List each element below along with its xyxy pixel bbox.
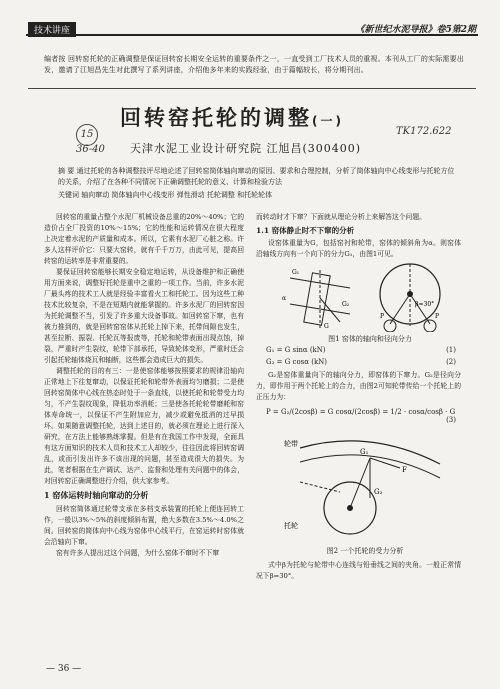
paragraph: 设窑体重量为G，包括窑衬和轮带，窑体的倾斜角为α。则窑体沿轴线方向有一个向下的分力G₁，由图1可见。 bbox=[256, 239, 461, 258]
paragraph: 回转窑简体通过轮带支承在多档支承装置的托轮上便连回转工作，一般以3%～5%的斜度倾斜布置，绝大多数在3.5%～4.0%之间。回转窑的简体向中心线为窑体中心线平行，在窑运转时窑体就会沿轴向下窜。 bbox=[44, 505, 244, 546]
divider bbox=[28, 88, 476, 89]
paragraph: 而转动时才下窜？下面就从理论分析上来解答这个问题。 bbox=[256, 213, 426, 221]
handwritten-circle bbox=[76, 124, 98, 146]
fig2-label: G₁ bbox=[360, 448, 369, 456]
left-column bbox=[44, 212, 244, 559]
paragraph: 调整托轮的目的有三：一是使窑体能够按照要求的规律沿轴向正常地上下往复窜动，以保证托轮和轮带外表面均匀磨损；二是使回转窑简体中心线在热态时处于一条直线，以使托轮和轮带受力均匀，不产生裂纹现象，降低功率消耗；三是使各托轮轮带磨耗和窑体寿命统一，以保证不产生附加应力，减少或避免抵消的过早损坏。如果随意调整托轮，达到上述目的，就必须在理论上进行深入研究，在方法上能够熟练掌握。但是有在我国工作中发现，全面具有这方面知识的技术人员和技术工人却较少，往往因此将回转窑调乱，或而引发出许多不该出现的问题，甚至造成很大的损失。为此，笔者根据在生产调试、达产、监督和处理有关问题中的体会，对回转窑正确调整进行介绍，供大家参考。 bbox=[44, 367, 244, 485]
fig1-label: P bbox=[435, 313, 440, 320]
formula-number: (2) bbox=[446, 358, 456, 366]
journal-info: 《新世纪水泥导报》卷5第2期 bbox=[355, 25, 476, 35]
keywords: 关键词 轴向窜动 简体轴向中心线变形 弹性滑动 托轮调整 和托轮轮体 bbox=[58, 191, 273, 199]
figure-2 bbox=[280, 428, 450, 544]
fig2-label: 托轮 bbox=[284, 522, 298, 530]
fig1-label: P bbox=[380, 313, 385, 320]
paragraph: 回转窑的重量占整个水泥厂机械设备总重的20%～40%；它的造价占全厂投资的10%～15%；它的性能和运转情况在很大程度上决定着水泥的产质量和成本。所以，它素有水泥厂心脏之称。许多人这样评价它：只要大窑转，就有千千万万，由此可见，提高回转窑的运转率是非常重要的。 bbox=[44, 213, 244, 265]
right-column bbox=[256, 212, 461, 260]
fig2-label: 轮带 bbox=[284, 440, 298, 448]
fig1-label: β=30° bbox=[415, 301, 435, 308]
paragraph: 式中β为托轮与轮带中心连线与铅垂线之间的夹角。一般正常情况下β=30°。 bbox=[256, 561, 461, 580]
fig2-label: F bbox=[402, 466, 407, 474]
fig2-label: G₂ bbox=[374, 488, 383, 496]
section-heading: 1 窑体运转时轴向窜动的分析 bbox=[44, 490, 149, 500]
formula-2 bbox=[266, 358, 456, 366]
section-tag: 技术讲座 bbox=[28, 22, 76, 37]
title-text: 回转窑托轮的调整 bbox=[120, 106, 312, 130]
paragraph: 要保证回转窑能够长期安全稳定地运转，从设备维护和正确使用方面来说，调整好托轮是重中之重的一项工作。当前，许多水泥厂最头疼的技术工人就是经验丰富看火工和托轮工。因为这些工种技术比较复杂，不是在短期内就能掌握的。许多水泥厂的回转窑因为托轮调整不当，引发了许多重大设备事故。如回转窑下窜，也有被力推到的，就是回转窑窑体从托轮上掉下来，托带间隙也发生，甚至拉断、振裂、托轮瓦等报废等，托轮和轮带表面出现点蚀，掉裂，严重时产生裂纹，轮带下部承托，导致轮体变形，严重时还会引起托轮轴体烧瓦和轴断，这些都会造成巨大的损失。 bbox=[44, 268, 244, 364]
article-title bbox=[120, 102, 344, 132]
abstract: 摘 要 通过托轮的各种调整技评尽地论述了回转窑简体轴向窜动的原因、要求和合理控制，分析了筒体轴向中心线变形与托轮方位的关系，介绍了在各种不同情况下正确调整托轮的意义、计算和检验方法 bbox=[58, 167, 455, 186]
fig1-label: G bbox=[324, 323, 329, 330]
fig1-label: α bbox=[282, 295, 287, 302]
right-column-p2 bbox=[256, 370, 461, 403]
paragraph: G₂是窑体重量向下的轴向分力，即窑体的下窜力。G₂是径向分力，即作用于两个托轮上的合力，由图2可知轮带传给一个托轮上的正压力为： bbox=[256, 371, 461, 401]
handwritten-code-left: 36-40 bbox=[76, 144, 105, 155]
title-suffix: (一) bbox=[312, 114, 344, 128]
right-column-tail bbox=[256, 560, 461, 582]
formula-expr: G₂ = G cosα (kN) bbox=[266, 358, 328, 366]
figure-2-caption: 图2 一个托轮的受力分析 bbox=[326, 547, 404, 555]
page-number: — 36 — bbox=[46, 664, 82, 674]
formula-3 bbox=[266, 408, 456, 424]
figure-1-caption: 图1 窑体的轴向和径向分力 bbox=[328, 335, 412, 343]
handwritten-code-right: TK172.622 bbox=[396, 126, 452, 137]
subsection-heading: 1.1 窑体静止时不下窜的分析 bbox=[256, 226, 355, 235]
editor-note: 编者按 回转窑托轮的正确调整是保证回转窑长期安全运转的重要条件之一，一直受到工厂技术人员的重视。本刊从工厂的实际需要出发，邀请了江旭昌先生对此撰写了系列讲座，介绍他多年来的实践经验，由于篇幅较长，将分期刊出。 bbox=[44, 55, 465, 74]
formula-number: (1) bbox=[446, 346, 456, 354]
authors: 天津水泥工业设计研究院 江旭昌(300400) bbox=[130, 142, 362, 155]
formula-expr: G₁ = G sinα (kN) bbox=[266, 346, 326, 354]
fig1-label: G₂ bbox=[342, 301, 350, 308]
formula-1 bbox=[266, 346, 456, 354]
handwritten-circle-text: 15 bbox=[80, 129, 94, 140]
formula-number: (3) bbox=[446, 416, 456, 424]
figure-1 bbox=[280, 260, 460, 332]
formula-expr: P = G₂/(2cosβ) = G cosα/(2cosβ) = 1/2 · cosα/cosβ · G bbox=[266, 408, 456, 416]
fig1-label: G₁ bbox=[292, 269, 300, 276]
paragraph: 窑有许多人提出过这个问题，为什么窑体不窜时不下窜 bbox=[56, 549, 220, 557]
